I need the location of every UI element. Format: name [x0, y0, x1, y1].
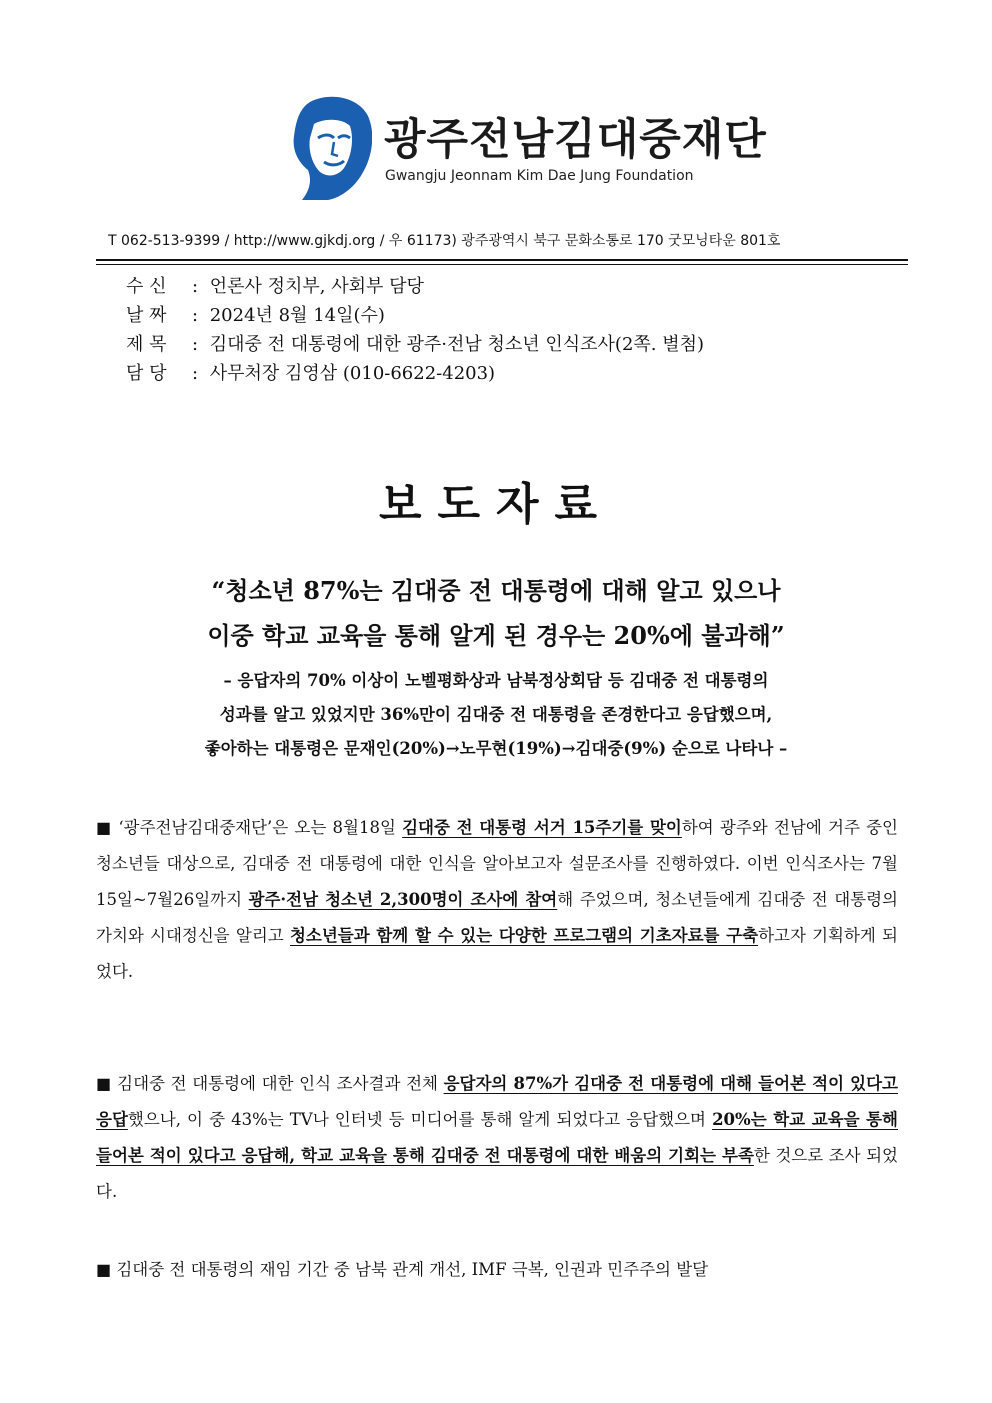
header-divider — [96, 259, 908, 261]
paragraph-text: 한 것으로 조사 되었다. — [96, 1146, 898, 1201]
square-bullet-icon: ■ — [96, 1260, 112, 1279]
meta-value: 2024년 8월 14일(수) — [209, 305, 385, 326]
emphasis-text: 김대중 전 대통령 서거 15주기를 맞이 — [402, 818, 682, 837]
paragraph-text: 했으나, 이 중 43%는 TV나 인터넷 등 미디어를 통해 알게 되었다고 응답했으며 — [127, 1110, 713, 1129]
paragraph-text: 김대중 전 대통령에 대한 인식 조사결과 전체 — [111, 1074, 444, 1093]
subheadline — [0, 664, 992, 766]
emphasis-text: 광주·전남 청소년 2,300명이 조사에 참여 — [248, 890, 558, 909]
meta-value: 언론사 정치부, 사회부 담당 — [209, 276, 424, 297]
headline-line: 이중 학교 교육을 통해 알게 된 경우는 20%에 불과해” — [207, 621, 785, 650]
subheadline-line: 성과를 알고 있었지만 36%만이 김대중 전 대통령을 존경한다고 응답했으며, — [219, 705, 773, 724]
emphasis-text: 청소년들과 함께 할 수 있는 다양한 프로그램의 기초자료를 구축 — [289, 926, 759, 945]
square-bullet-icon: ■ — [96, 1074, 112, 1093]
headline — [0, 568, 992, 658]
meta-value: 김대중 전 대통령에 대한 광주·전남 청소년 인식조사(2쪽. 별첨) — [209, 334, 705, 355]
document-meta — [126, 272, 704, 388]
paragraph-text: 하고자 기획하게 되었다. — [96, 926, 898, 981]
foundation-logo — [288, 94, 767, 204]
meta-label: 수 신 — [126, 276, 167, 297]
paragraph-text: 하여 광주와 전남에 거주 중인 청소년들 대상으로, 김대중 전 대통령에 대한 인식을 알아보고자 설문조사를 진행하였다. 이번 인식조사는 7월15일~7월26일까지 — [96, 818, 898, 909]
body-paragraph-1 — [96, 810, 898, 990]
emphasis-text: 20%는 학교 교육을 통해 들어본 적이 있다고 응답해, 학교 교육을 통해 김대중 전 대통령에 대한 배움의 기회는 부족 — [96, 1110, 898, 1165]
subheadline-line: – 응답자의 70% 이상이 노벨평화상과 남북정상회담 등 김대중 전 대통령의 — [223, 671, 769, 690]
paragraph-text: ‘광주전남김대중재단’은 오는 8월18일 — [112, 818, 403, 837]
document-title: 보도자료 — [378, 479, 613, 530]
meta-label: 날 짜 — [126, 305, 167, 326]
square-bullet-icon: ■ — [96, 818, 113, 837]
subheadline-line: 좋아하는 대통령은 문재인(20%)→노무현(19%)→김대중(9%) 순으로 나타나 – — [204, 739, 788, 758]
meta-subject: 제 목 : 김대중 전 대통령에 대한 광주·전남 청소년 인식조사(2쪽. 별첨) — [126, 330, 704, 359]
meta-contact: 담 당 : 사무처장 김영삼 (010-6622-4203) — [126, 359, 704, 388]
body-paragraph-2 — [96, 1066, 898, 1210]
meta-date: 날 짜 : 2024년 8월 14일(수) — [126, 301, 704, 330]
meta-label: 제 목 — [126, 334, 167, 355]
body-paragraph-3 — [96, 1252, 898, 1288]
meta-label: 담 당 — [126, 363, 167, 384]
headline-line: “청소년 87%는 김대중 전 대통령에 대해 알고 있으나 — [211, 576, 781, 605]
paragraph-text: 김대중 전 대통령의 재임 기간 중 남북 관계 개선, IMF 극복, 인권과 민주주의 발달 — [111, 1260, 709, 1279]
contact-line: T 062-513-9399 / http://www.gjkdj.org / 우 61173) 광주광역시 북구 문화소통로 170 굿모닝타운 801호 — [108, 233, 781, 249]
meta-value: 사무처장 김영삼 (010-6622-4203) — [209, 363, 496, 384]
org-name-english: Gwangju Jeonnam Kim Dae Jung Foundation — [385, 168, 694, 184]
header-divider-thin — [96, 264, 908, 265]
emphasis-text: 응답자의 87%가 김대중 전 대통령에 대해 들어본 적이 있다고 응답 — [96, 1074, 898, 1129]
org-name-korean: 광주전남김대중재단 — [384, 115, 767, 165]
portrait-logo-icon — [288, 94, 372, 202]
paragraph-text: 해 주었으며, 청소년들에게 김대중 전 대통령의 가치와 시대정신을 알리고 — [96, 890, 898, 945]
meta-recipient: 수 신 : 언론사 정치부, 사회부 담당 — [126, 272, 704, 301]
